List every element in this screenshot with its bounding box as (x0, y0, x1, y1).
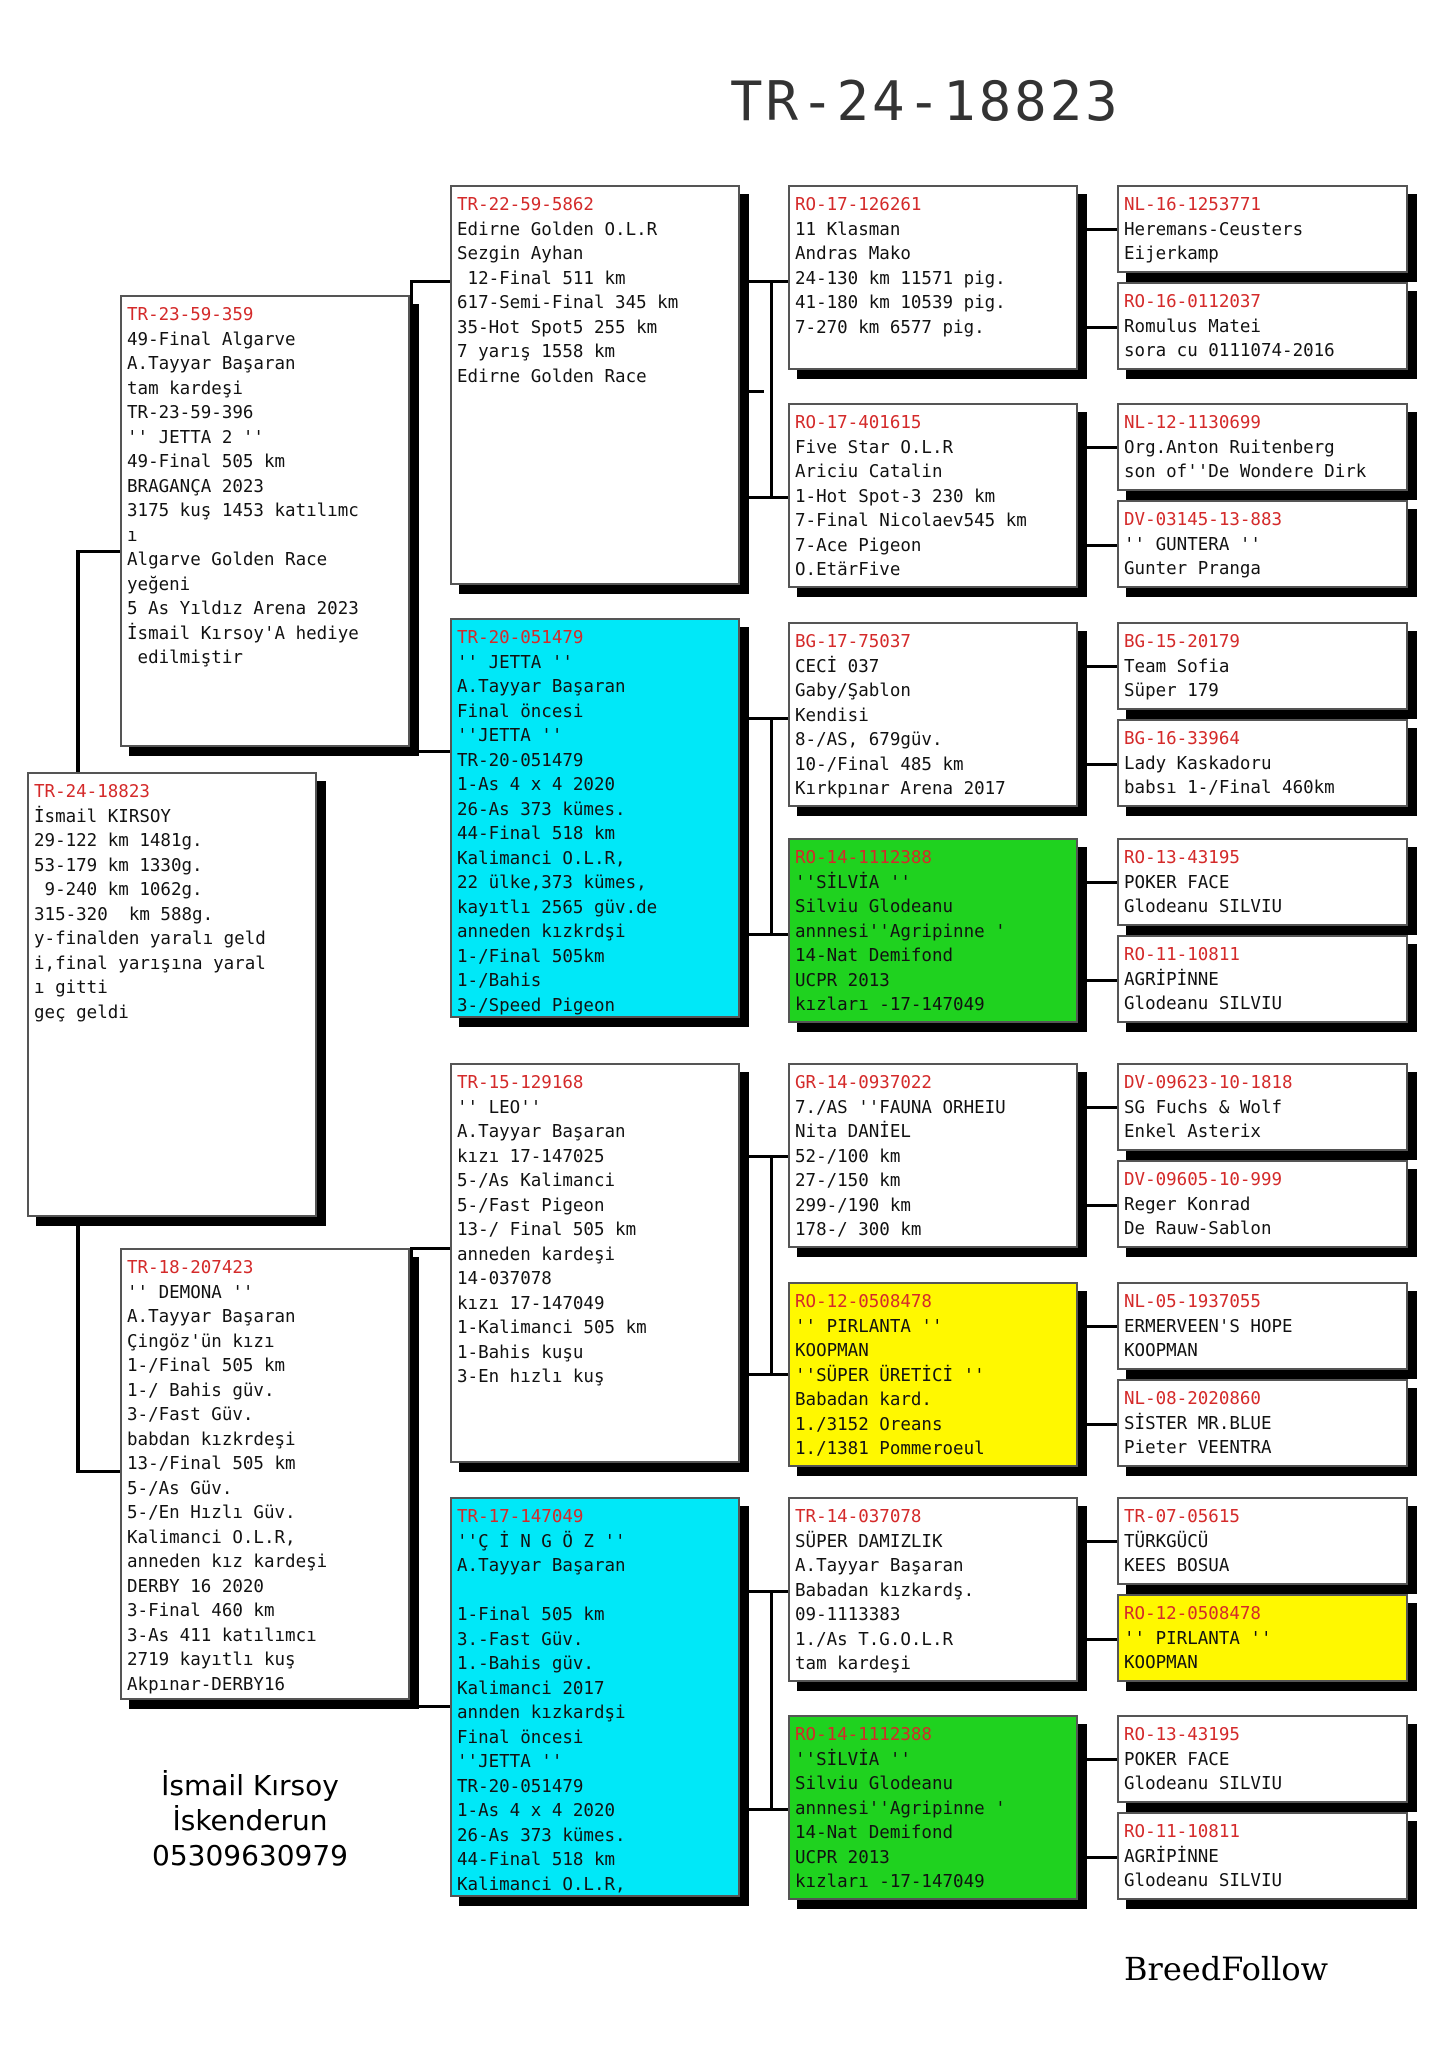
pedigree-card-dd-sire (788, 1497, 1078, 1682)
card-line: 1./3152 Oreans (795, 1414, 943, 1435)
connector-line (410, 1247, 413, 1707)
card-line: 14-Nat Demifond (795, 946, 954, 966)
card-line: UCPR 2013 (795, 1847, 890, 1868)
card-line: anneden kız kardeşi (127, 1552, 328, 1572)
card-line: Babadan kard. (795, 1390, 932, 1410)
pedigree-card-dam-dam (450, 1497, 740, 1897)
card-line: 35-Hot Spot5 255 km (457, 317, 658, 338)
ring-number: TR-18-207423 (127, 1258, 254, 1278)
card-line: Kalimanci 2017 (457, 1678, 605, 1699)
card-line: Nita DANİEL (795, 1122, 911, 1142)
pedigree-card-ds-dam (788, 1282, 1078, 1467)
pedigree-card-ssd-dam (1117, 500, 1408, 588)
card-line: 2719 kayıtlı kuş (127, 1650, 296, 1670)
ring-number: DV-09605-10-999 (1124, 1170, 1283, 1190)
connector-line (76, 1470, 120, 1473)
card-line: Glodeanu SILVIU (1124, 994, 1283, 1014)
card-line: Glodeanu SILVIU (1124, 1871, 1283, 1891)
ring-number: BG-17-75037 (795, 632, 911, 652)
card-line: Five Star O.L.R (795, 437, 954, 458)
connector-line (410, 1705, 450, 1708)
card-line (457, 1579, 733, 1604)
card-line: 5-/En Hızlı Güv. (127, 1503, 296, 1523)
card-line: 29-122 km 1481g. (34, 831, 203, 851)
pedigree-card-dss-sire (1117, 1063, 1408, 1151)
pedigree-card-sire (120, 295, 410, 747)
ring-number: TR-15-129168 (457, 1073, 584, 1093)
ring-number: DV-09623-10-1818 (1124, 1073, 1293, 1093)
ring-number: RO-14-1112388 (795, 1725, 932, 1745)
card-line: 1-Final 505 km (457, 1605, 605, 1625)
ring-number: TR-07-05615 (1124, 1507, 1240, 1527)
card-line: 3-En hızlı kuş (457, 1367, 605, 1387)
card-line: ''JETTA '' (457, 1752, 563, 1772)
card-line: Silviu Glodeanu (795, 1774, 954, 1794)
card-line: '' LEO'' (457, 1097, 542, 1118)
card-line: Pieter VEENTRA (1124, 1438, 1272, 1458)
pedigree-card-dsd-sire (1117, 1282, 1408, 1370)
connector-line (740, 1590, 788, 1593)
connector-line (410, 280, 413, 750)
card-line: 7-270 km 6577 pig. (795, 317, 985, 338)
card-line: '' DEMONA '' (127, 1282, 254, 1303)
card-line: 1-As 4 x 4 2020 (457, 775, 616, 795)
card-line: KOOPMAN (1124, 1653, 1198, 1673)
pedigree-card-sd-dam (788, 838, 1078, 1023)
card-line: yeğeni (127, 574, 191, 595)
card-line: 5-/As Güv. (127, 1478, 233, 1499)
connector-line (1078, 446, 1081, 544)
card-line: 3.-Fast Güv. (457, 1629, 584, 1650)
card-line: Glodeanu SILVIU (1124, 1774, 1283, 1794)
connector-line (1078, 881, 1081, 979)
card-line: SİSTER MR.BLUE (1124, 1413, 1272, 1434)
pedigree-card-sss-dam (1117, 282, 1408, 370)
card-line: Enkel Asterix (1124, 1122, 1261, 1142)
card-line: 13-/ Final 505 km (457, 1220, 637, 1240)
connector-line (740, 933, 788, 936)
card-line: 617-Semi-Final 345 km (457, 293, 679, 313)
card-line: 178-/ 300 km (795, 1220, 922, 1240)
card-line: KEES BOSUA (1124, 1556, 1230, 1576)
ring-number: RO-13-43195 (1124, 1725, 1240, 1745)
card-line: kızları -17-147049 (795, 995, 985, 1015)
card-line: '' PIRLANTA '' (1124, 1628, 1272, 1649)
card-line: 44-Final 518 km (457, 824, 616, 844)
card-line: 1-Kalimanci 505 km (457, 1318, 647, 1338)
card-line: Edirne Golden Race (457, 366, 647, 387)
card-line: CECİ 037 (795, 656, 880, 677)
pedigree-card-dam-sire (450, 1063, 740, 1463)
card-line: Edirne Golden O.L.R (457, 219, 658, 240)
card-line: 3-/Fast Güv. (127, 1405, 254, 1425)
card-line: sora cu 0111074-2016 (1124, 341, 1335, 361)
card-line: 09-1113383 (795, 1605, 901, 1625)
pedigree-title: TR-24-18823 (730, 70, 1121, 133)
card-line: 3-As 411 katılımcı (127, 1625, 317, 1646)
ring-number: BG-16-33964 (1124, 729, 1240, 749)
card-line: Heremans-Ceusters (1124, 219, 1304, 240)
card-line: i,final yarışına yaral (34, 953, 266, 974)
card-line: Babadan kızkardş. (795, 1580, 975, 1601)
card-line: babsı 1-/Final 460km (1124, 778, 1335, 798)
owner-contact (110, 1768, 390, 1873)
connector-line (1078, 1106, 1081, 1204)
card-line: Süper 179 (1124, 681, 1219, 701)
card-line: kızları -17-147049 (795, 1872, 985, 1892)
card-line: 52-/100 km (795, 1146, 901, 1167)
connector-line (410, 1247, 450, 1250)
ring-number: GR-14-0937022 (795, 1073, 932, 1093)
card-line: Final öncesi (457, 1727, 584, 1748)
card-line: tam kardeşi (795, 1654, 911, 1674)
card-line: Org.Anton Ruitenberg (1124, 437, 1335, 458)
card-line: 3175 kuş 1453 katılımc (127, 501, 359, 521)
card-line: 14-037078 (457, 1269, 552, 1289)
card-line: De Rauw-Sablon (1124, 1219, 1272, 1239)
connector-line (740, 280, 788, 283)
connector-line (76, 552, 80, 772)
card-line: 1-/ Bahis güv. (127, 1380, 275, 1401)
connector-line (1078, 1540, 1117, 1543)
ring-number: RO-14-1112388 (795, 848, 932, 868)
connector-line (76, 1217, 80, 1472)
card-line: Kalimanci O.L.R, (457, 848, 626, 869)
card-line: 49-Final 505 km (127, 452, 286, 472)
connector-line (1078, 1638, 1117, 1641)
card-line: Lady Kaskadoru (1124, 753, 1272, 774)
card-line: Ariciu Catalin (795, 462, 943, 482)
ring-number: RO-12-0508478 (795, 1292, 932, 1312)
card-line: 3-/Speed Pigeon (457, 995, 616, 1016)
card-line: 1-/Final 505km (457, 946, 605, 967)
pedigree-card-sire-dam (450, 618, 740, 1018)
card-line: 22 ülke,373 kümes, (457, 873, 647, 893)
ring-number: NL-12-1130699 (1124, 413, 1261, 433)
card-line: '' JETTA '' (457, 652, 573, 673)
card-line: son of''De Wondere Dirk (1124, 462, 1367, 482)
connector-line (740, 1155, 788, 1158)
connector-line (1078, 446, 1117, 449)
pedigree-card-sdd-dam (1117, 935, 1408, 1023)
ring-number: TR-22-59-5862 (457, 195, 594, 215)
pedigree-card-ddd-sire (1117, 1715, 1408, 1803)
card-line: A.Tayyar Başaran (795, 1556, 964, 1576)
card-line: '' GUNTERA '' (1124, 534, 1261, 555)
pedigree-card-sds-dam (1117, 719, 1408, 807)
owner-name: İsmail Kırsoy (161, 1769, 339, 1802)
connector-line (1078, 1106, 1117, 1109)
connector-line (1078, 665, 1117, 668)
card-line: Kalimanci O.L.R, (127, 1527, 296, 1548)
card-line: 1-/Final 505 km (127, 1356, 286, 1376)
pedigree-card-ss-sire (788, 185, 1078, 370)
card-line: 41-180 km 10539 pig. (795, 293, 1006, 313)
ring-number: NL-05-1937055 (1124, 1292, 1261, 1312)
card-line: 14-Nat Demifond (795, 1823, 954, 1843)
card-line: ı (127, 525, 138, 546)
card-line: Andras Mako (795, 244, 911, 264)
pedigree-card-ddd-dam (1117, 1812, 1408, 1900)
connector-line (1078, 665, 1081, 763)
pedigree-card-dds-sire (1117, 1497, 1408, 1585)
card-line: 7-Ace Pigeon (795, 535, 922, 556)
card-line: 24-130 km 11571 pig. (795, 268, 1006, 289)
ring-number: RO-17-126261 (795, 195, 922, 215)
card-line: 26-As 373 kümes. (457, 1825, 626, 1846)
card-line: Final öncesi (457, 701, 584, 722)
ring-number: RO-17-401615 (795, 413, 922, 433)
card-line: Silviu Glodeanu (795, 897, 954, 917)
card-line: 1-As 4 x 4 2020 (457, 1801, 616, 1821)
pedigree-card-ds-sire (788, 1063, 1078, 1248)
card-line: 27-/150 km (795, 1171, 901, 1191)
card-line: Sezgin Ayhan (457, 244, 584, 264)
ring-number: RO-16-0112037 (1124, 292, 1261, 312)
pedigree-card-sd-sire (788, 622, 1078, 807)
card-line: '' JETTA 2 '' (127, 427, 264, 448)
ring-number: DV-03145-13-883 (1124, 510, 1283, 530)
ring-number: RO-12-0508478 (1124, 1604, 1261, 1624)
card-line: 5 As Yıldız Arena 2023 (127, 599, 359, 619)
card-line: Gunter Pranga (1124, 559, 1261, 579)
card-line: A.Tayyar Başaran (127, 1307, 296, 1327)
ring-number: TR-24-18823 (34, 782, 150, 802)
connector-line (1078, 1325, 1117, 1328)
card-line: 9-240 km 1062g. (34, 880, 203, 900)
card-line: Kalimanci O.L.R, (457, 1874, 626, 1895)
card-line: 1./As T.G.O.L.R (795, 1629, 954, 1650)
card-line: Reger Konrad (1124, 1194, 1251, 1215)
ring-number: RO-11-10811 (1124, 945, 1240, 965)
card-line: A.Tayyar Başaran (457, 1556, 626, 1576)
card-line: O.EtärFive (795, 560, 901, 580)
owner-phone: 05309630979 (152, 1839, 348, 1872)
card-line: Glodeanu SILVIU (1124, 897, 1283, 917)
card-line: ''JETTA '' (457, 726, 563, 746)
card-line: A.Tayyar Başaran (127, 354, 296, 374)
connector-line (1078, 228, 1081, 326)
card-line: Akpınar-DERBY16 (127, 1674, 286, 1695)
connector-line (1078, 1758, 1081, 1856)
card-line: KOOPMAN (795, 1341, 869, 1361)
ring-number: TR-14-037078 (795, 1507, 922, 1527)
connector-line (770, 1590, 773, 1808)
card-line: BRAGANÇA 2023 (127, 476, 264, 497)
card-line: 5-/Fast Pigeon (457, 1195, 605, 1216)
ring-number: RO-11-10811 (1124, 1822, 1240, 1842)
pedigree-card-dsd-dam (1117, 1379, 1408, 1467)
connector-line (1078, 1856, 1117, 1859)
connector-line (740, 280, 743, 496)
pedigree-card-ssd-sire (1117, 403, 1408, 491)
card-line: kızı 17-147025 (457, 1146, 605, 1167)
card-line: ''SÜPER ÜRETİCİ '' (795, 1365, 985, 1386)
pedigree-card-dss-dam (1117, 1160, 1408, 1248)
card-line: 5-/As Kalimanci (457, 1171, 616, 1191)
ring-number: NL-08-2020860 (1124, 1389, 1261, 1409)
card-line: annnesi''Agripinne ' (795, 1798, 1006, 1819)
connector-line (1078, 326, 1117, 329)
card-line: anneden kardeşi (457, 1244, 616, 1265)
card-line: UCPR 2013 (795, 970, 890, 991)
card-line: ERMERVEEN'S HOPE (1124, 1316, 1293, 1337)
card-line: POKER FACE (1124, 872, 1230, 893)
card-line: TR-20-051479 (457, 1776, 584, 1797)
connector-line (770, 1155, 773, 1373)
connector-line (1078, 979, 1117, 982)
card-line: 13-/Final 505 km (127, 1454, 296, 1474)
connector-line (740, 1373, 788, 1376)
connector-line (740, 1590, 743, 1808)
card-line: Kendisi (795, 705, 869, 726)
card-line: 7 yarış 1558 km (457, 342, 616, 362)
card-line: Romulus Matei (1124, 316, 1261, 337)
pedigree-card-sss-sire (1117, 185, 1408, 273)
connector-line (740, 1808, 788, 1811)
card-line: 1.-Bahis güv. (457, 1654, 594, 1674)
card-line: annden kızkardşi (457, 1703, 626, 1723)
card-line: İsmail KIRSOY (34, 806, 171, 827)
connector-line (1078, 1540, 1081, 1638)
card-line: 1-/Bahis (457, 971, 542, 991)
card-line: TÜRKGÜCÜ (1124, 1531, 1209, 1552)
card-line: Algarve Golden Race (127, 550, 328, 570)
card-line: SG Fuchs & Wolf (1124, 1097, 1283, 1118)
card-line: 10-/Final 485 km (795, 754, 964, 775)
card-line: 7-Final Nicolaev545 km (795, 511, 1027, 531)
card-line: geç geldi (34, 1002, 129, 1023)
card-line: 1-Bahis kuşu (457, 1342, 584, 1363)
connector-line (410, 750, 450, 753)
card-line: A.Tayyar Başaran (457, 1122, 626, 1142)
card-line: 299-/190 km (795, 1195, 911, 1216)
card-line: KOOPMAN (1124, 1341, 1198, 1361)
card-line: 53-179 km 1330g. (34, 855, 203, 876)
card-line: DERBY 16 2020 (127, 1576, 264, 1597)
connector-line (410, 745, 413, 748)
ring-number: NL-16-1253771 (1124, 195, 1261, 215)
connector-line (1078, 1423, 1117, 1426)
ring-number: TR-20-051479 (457, 628, 584, 648)
card-line: 26-As 373 kümes. (457, 799, 626, 820)
ring-number: BG-15-20179 (1124, 632, 1240, 652)
card-line: TR-23-59-396 (127, 403, 254, 423)
connector-line (740, 1155, 743, 1373)
pedigree-card-dd-dam (788, 1715, 1078, 1900)
connector-line (1078, 544, 1117, 547)
card-line: 11 Klasman (795, 219, 901, 240)
card-line: 44-Final 518 km (457, 1850, 616, 1870)
connector-line (1078, 228, 1117, 231)
connector-line (1078, 881, 1117, 884)
connector-line (1078, 763, 1117, 766)
card-line: ''SİLVİA '' (795, 1749, 911, 1770)
pedigree-card-dds-dam (1117, 1594, 1408, 1682)
card-line: Eijerkamp (1124, 244, 1219, 264)
card-line: '' PIRLANTA '' (795, 1316, 943, 1337)
card-line: tam kardeşi (127, 378, 243, 399)
card-line: Team Sofia (1124, 656, 1230, 677)
pedigree-card-sds-sire (1117, 622, 1408, 710)
ring-number: RO-13-43195 (1124, 848, 1240, 868)
card-line: 7./AS ''FAUNA ORHEIU (795, 1097, 1006, 1118)
connector-line (740, 390, 764, 393)
owner-city: İskenderun (172, 1804, 328, 1837)
connector-line (1078, 1204, 1117, 1207)
pedigree-card-subject (27, 772, 317, 1217)
card-line: Gaby/Şablon (795, 681, 911, 701)
card-line: edilmiştir (127, 648, 243, 668)
pedigree-card-sire-sire (450, 185, 740, 585)
card-line: ''Ç İ N G Ö Z '' (457, 1531, 626, 1552)
card-line: Çingöz'ün kızı (127, 1331, 275, 1352)
card-line: 1./1381 Pommeroeul (795, 1439, 985, 1459)
connector-line (1078, 1758, 1117, 1761)
card-line: 12-Final 511 km (457, 268, 626, 289)
ring-number: TR-23-59-359 (127, 305, 254, 325)
pedigree-card-ss-dam (788, 403, 1078, 588)
pedigree-card-dam (120, 1248, 410, 1700)
card-line: kayıtlı 2565 güv.de (457, 897, 658, 918)
card-line: babdan kızkrdeşi (127, 1429, 296, 1450)
card-line: 8-/AS, 679güv. (795, 730, 943, 750)
card-line: AGRİPİNNE (1124, 1846, 1219, 1867)
card-line: 3-Final 460 km (127, 1601, 275, 1621)
ring-number: TR-17-147049 (457, 1507, 584, 1527)
connector-line (740, 496, 788, 499)
connector-line (76, 550, 120, 553)
card-line: anneden kızkrdşi (457, 922, 626, 942)
connector-line (770, 280, 773, 496)
card-line: POKER FACE (1124, 1749, 1230, 1770)
card-line: ı gitti (34, 978, 108, 998)
card-line: annnesi''Agripinne ' (795, 921, 1006, 942)
connector-line (410, 280, 450, 283)
connector-line (740, 717, 788, 720)
brand-logo: BreedFollow (1124, 1950, 1329, 1988)
card-line: TR-20-051479 (457, 750, 584, 771)
pedigree-card-sdd-sire (1117, 838, 1408, 926)
card-line: A.Tayyar Başaran (457, 677, 626, 697)
card-line: y-finalden yaralı geld (34, 929, 266, 949)
card-line: ''SİLVİA '' (795, 872, 911, 893)
card-line: 1-Hot Spot-3 230 km (795, 486, 996, 507)
card-line: kızı 17-147049 (457, 1293, 605, 1314)
card-line: 49-Final Algarve (127, 329, 296, 350)
connector-line (1078, 1325, 1081, 1423)
card-line: İsmail Kırsoy'A hediye (127, 623, 359, 644)
card-line: SÜPER DAMIZLIK (795, 1531, 943, 1552)
connector-line (740, 717, 743, 933)
connector-line (770, 717, 773, 933)
card-line: 315-320 km 588g. (34, 904, 214, 925)
card-line: AGRİPİNNE (1124, 969, 1219, 990)
card-line: Kırkpınar Arena 2017 (795, 779, 1006, 799)
